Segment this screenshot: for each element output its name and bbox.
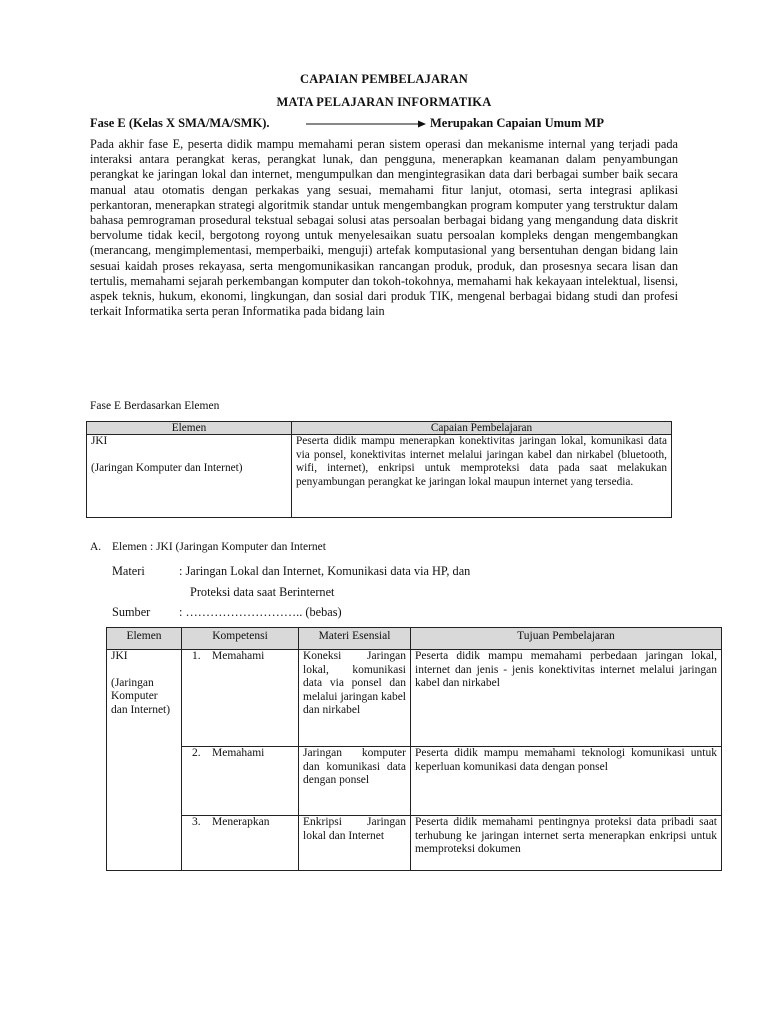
table-header: Kompetensi: [182, 628, 299, 650]
table-header: Materi Esensial: [299, 628, 411, 650]
fase-label: Fase E (Kelas X SMA/MA/SMK).: [90, 116, 270, 130]
table-header: Capaian Pembelajaran: [292, 422, 672, 435]
table-row: [107, 747, 722, 816]
materi-cell: Enkripsi Jaringan lokal dan Internet: [299, 816, 411, 871]
capaian-element-table: [86, 421, 672, 518]
element-name: (Jaringan Komputer dan Internet): [111, 676, 171, 716]
section-title: Elemen : JKI (Jaringan Komputer dan Internet: [112, 541, 326, 553]
section-a-heading: [90, 541, 326, 553]
materi-cell: Koneksi Jaringan lokal, komunikasi data via ponsel dan melalui jaringan kabel dan nirkabel: [299, 650, 411, 747]
materi-cell: Jaringan komputer dan komunikasi data dengan ponsel: [299, 747, 411, 816]
capaian-cell: Peserta didik mampu menerapkan konektivitas jaringan lokal, komunikasi data via ponsel, konektivitas internet melalui jaringan kabel dan nirkabel (bluetooth, wifi, internet), enkripsi untuk memproteksi data pada saat melakukan penyambungan perangkat ke jaringan lokal maupun internet yang tersedia.: [292, 435, 672, 518]
section-subheading: Fase E Berdasarkan Elemen: [90, 400, 220, 412]
document-title: CAPAIAN PEMBELAJARAN: [299, 72, 468, 86]
materi-label: Materi: [112, 564, 145, 578]
capaian-paragraph: Pada akhir fase E, peserta didik mampu memahami peran sistem operasi dan mekanisme internal yang terjadi pada interaksi antara perangkat keras, perangkat lunak, dan pengguna, menerapkan keamanan dalam penyambungan perangkat ke jaringan lokal dan internet, mengumpulkan dan mengintegrasikan data dari berbagai sumber baik secara manual atau otomatis dengan perkakas yang sesuai, memahami fitur lanjut, otomasi, serta integrasi aplikasi perkantoran, menerapkan strategi algoritmik standar untuk mengembangkan program komputer yang terstruktur dalam bahasa pemrograman prosedural tekstual sebagai solusi atas persoalan berbagai bidang yang mengandung data diskrit bervolume tidak kecil, bergotong royong untuk menyelesaikan suatu persoalan kompleks dengan mengembangkan (merancang, mengimplementasi, memperbaiki, menguji) artefak komputasional yang bersentuhan dengan bidang lain sesuai kaidah proses rekayasa, serta mengomunikasikan rancangan produk, produk, dan prosesnya secara lisan dan tertulis, memahami sejarah perkembangan komputer dan tokoh-tokohnya, memahami hak kekayaan intelektual, lisensi, aspek teknis, hukum, ekonomi, lingkungan, dan sosial dari produk TIK, mengenal berbagai bidang studi dan profesi terkait Informatika serta peran Informatika pada bidang lain: [90, 137, 678, 319]
arrow-right-icon: [306, 119, 426, 129]
kompetensi-text: Menerapkan: [212, 816, 270, 828]
sumber-label: Sumber: [112, 605, 151, 619]
table-header: Elemen: [107, 628, 182, 650]
row-number: 2.: [192, 747, 201, 759]
kompetensi-cell: [182, 650, 299, 747]
kompetensi-cell: [182, 816, 299, 871]
element-name: (Jaringan Komputer dan Internet): [91, 461, 243, 474]
table-header: Tujuan Pembelajaran: [411, 628, 722, 650]
materi-value: : Jaringan Lokal dan Internet, Komunikasi data via HP, dan: [179, 564, 471, 578]
kompetensi-text: Memahami: [212, 650, 265, 662]
element-cell: [107, 650, 182, 871]
tujuan-cell: Peserta didik mampu memahami teknologi komunikasi untuk keperluan komunikasi data dengan ponsel: [411, 747, 722, 816]
element-code: JKI: [91, 435, 108, 447]
section-letter: A.: [90, 541, 102, 553]
kompetensi-cell: [182, 747, 299, 816]
materi-value-cont: Proteksi data saat Berinternet: [190, 585, 335, 599]
table-row: [87, 435, 672, 518]
table-row: [107, 816, 722, 871]
tujuan-cell: Peserta didik mampu memahami perbedaan jaringan lokal, internet dan jenis - jenis konektivitas internet melalui jaringan kabel dan nirkabel: [411, 650, 722, 747]
element-cell: [87, 435, 292, 518]
tujuan-cell: Peserta didik memahami pentingnya proteksi data pribadi saat terhubung ke jaringan internet serta menerapkan enkripsi untuk memproteksi dokumen: [411, 816, 722, 871]
row-number: 3.: [192, 816, 201, 828]
kompetensi-text: Memahami: [212, 747, 265, 759]
table-header: Elemen: [87, 422, 292, 435]
row-number: 1.: [192, 650, 201, 662]
element-code: JKI: [111, 650, 128, 662]
tujuan-pembelajaran-table: [106, 627, 722, 871]
capaian-umum-label: Merupakan Capaian Umum MP: [430, 116, 604, 130]
document-subtitle: MATA PELAJARAN INFORMATIKA: [276, 95, 492, 109]
sumber-value: : ……………………….. (bebas): [179, 605, 342, 619]
table-row: [107, 650, 722, 747]
